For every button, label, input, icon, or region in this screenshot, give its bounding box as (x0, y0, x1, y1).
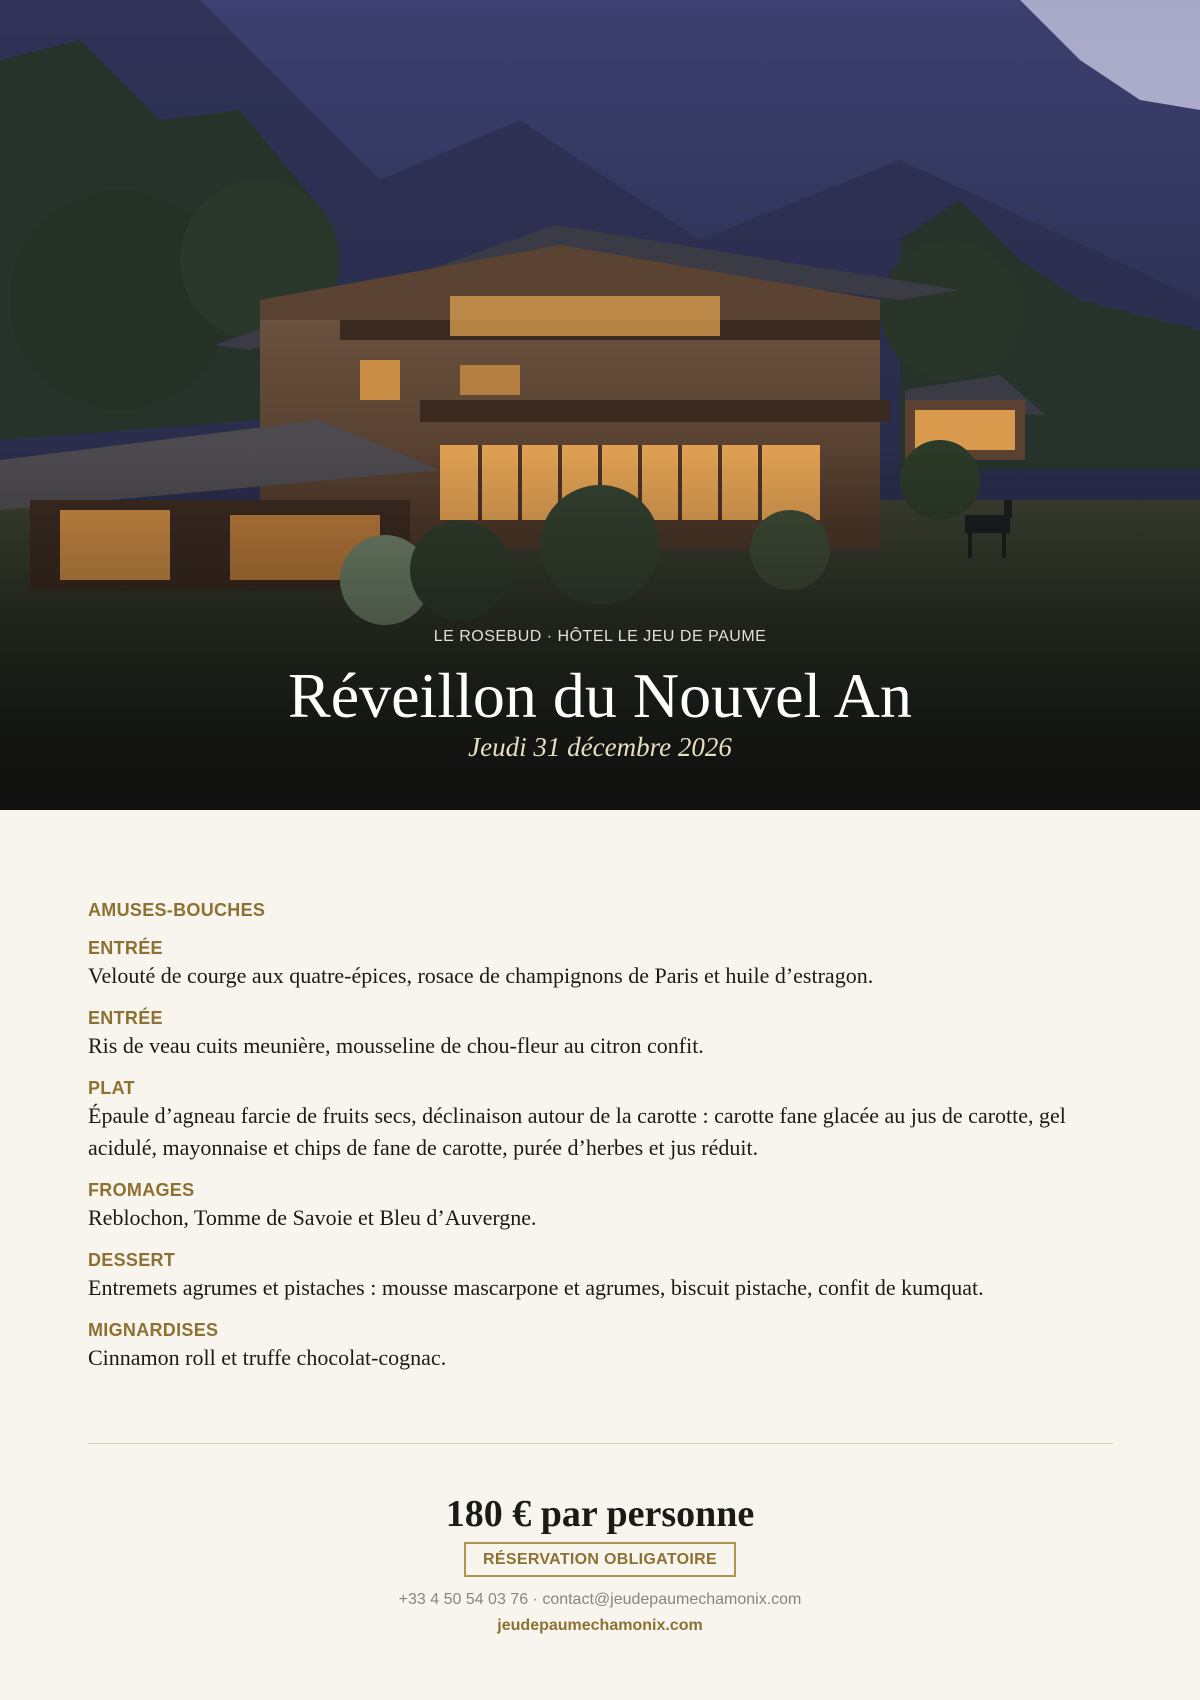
course-description: Entremets agrumes et pistaches : mousse mascarpone et agrumes, biscuit pistache, confit de kumquat. (88, 1275, 984, 1300)
divider (88, 1443, 1113, 1444)
hero-text (0, 628, 1200, 763)
menu-list (88, 898, 1113, 1388)
course-item (88, 1248, 1113, 1304)
course-item (88, 1178, 1113, 1234)
event-date: Jeudi 31 décembre 2026 (468, 732, 732, 762)
course-label: ENTRÉE (88, 1008, 163, 1028)
course-item (88, 1318, 1113, 1374)
course-item (88, 1076, 1113, 1164)
course-description: Reblochon, Tomme de Savoie et Bleu d’Auvergne. (88, 1205, 537, 1230)
course-description: Velouté de courge aux quatre-épices, rosace de champignons de Paris et huile d’estragon. (88, 963, 874, 988)
course-item (88, 936, 1113, 992)
course-label: MIGNARDISES (88, 1320, 219, 1340)
course-label: ENTRÉE (88, 938, 163, 958)
course-description: Ris de veau cuits meunière, mousseline de chou-fleur au citron confit. (88, 1033, 704, 1058)
website-link[interactable]: jeudepaumechamonix.com (497, 1617, 703, 1634)
course-description: Épaule d’agneau farcie de fruits secs, déclinaison autour de la carotte : carotte fane glacée au jus de carotte, gel acidulé, mayonnaise et chips de fane de carotte, purée d’herbes et jus réduit. (88, 1103, 1066, 1160)
course-item (88, 1006, 1113, 1062)
footer (0, 1492, 1200, 1635)
price: 180 € par personne (445, 1493, 755, 1535)
course-label: DESSERT (88, 1250, 176, 1270)
hero-banner (0, 0, 1200, 810)
course-label: FROMAGES (88, 1180, 195, 1200)
contact-info[interactable]: +33 4 50 54 03 76 · contact@jeudepaumechamonix.com (398, 1591, 802, 1608)
course-item (88, 898, 1113, 922)
course-label: PLAT (88, 1078, 135, 1098)
venue-eyebrow: LE ROSEBUD · HÔTEL LE JEU DE PAUME (433, 628, 767, 645)
course-label: AMUSES-BOUCHES (88, 900, 266, 920)
page-title: Réveillon du Nouvel An (288, 660, 912, 731)
reservation-badge: RÉSERVATION OBLIGATOIRE (464, 1542, 736, 1577)
course-description: Cinnamon roll et truffe chocolat-cognac. (88, 1345, 447, 1370)
